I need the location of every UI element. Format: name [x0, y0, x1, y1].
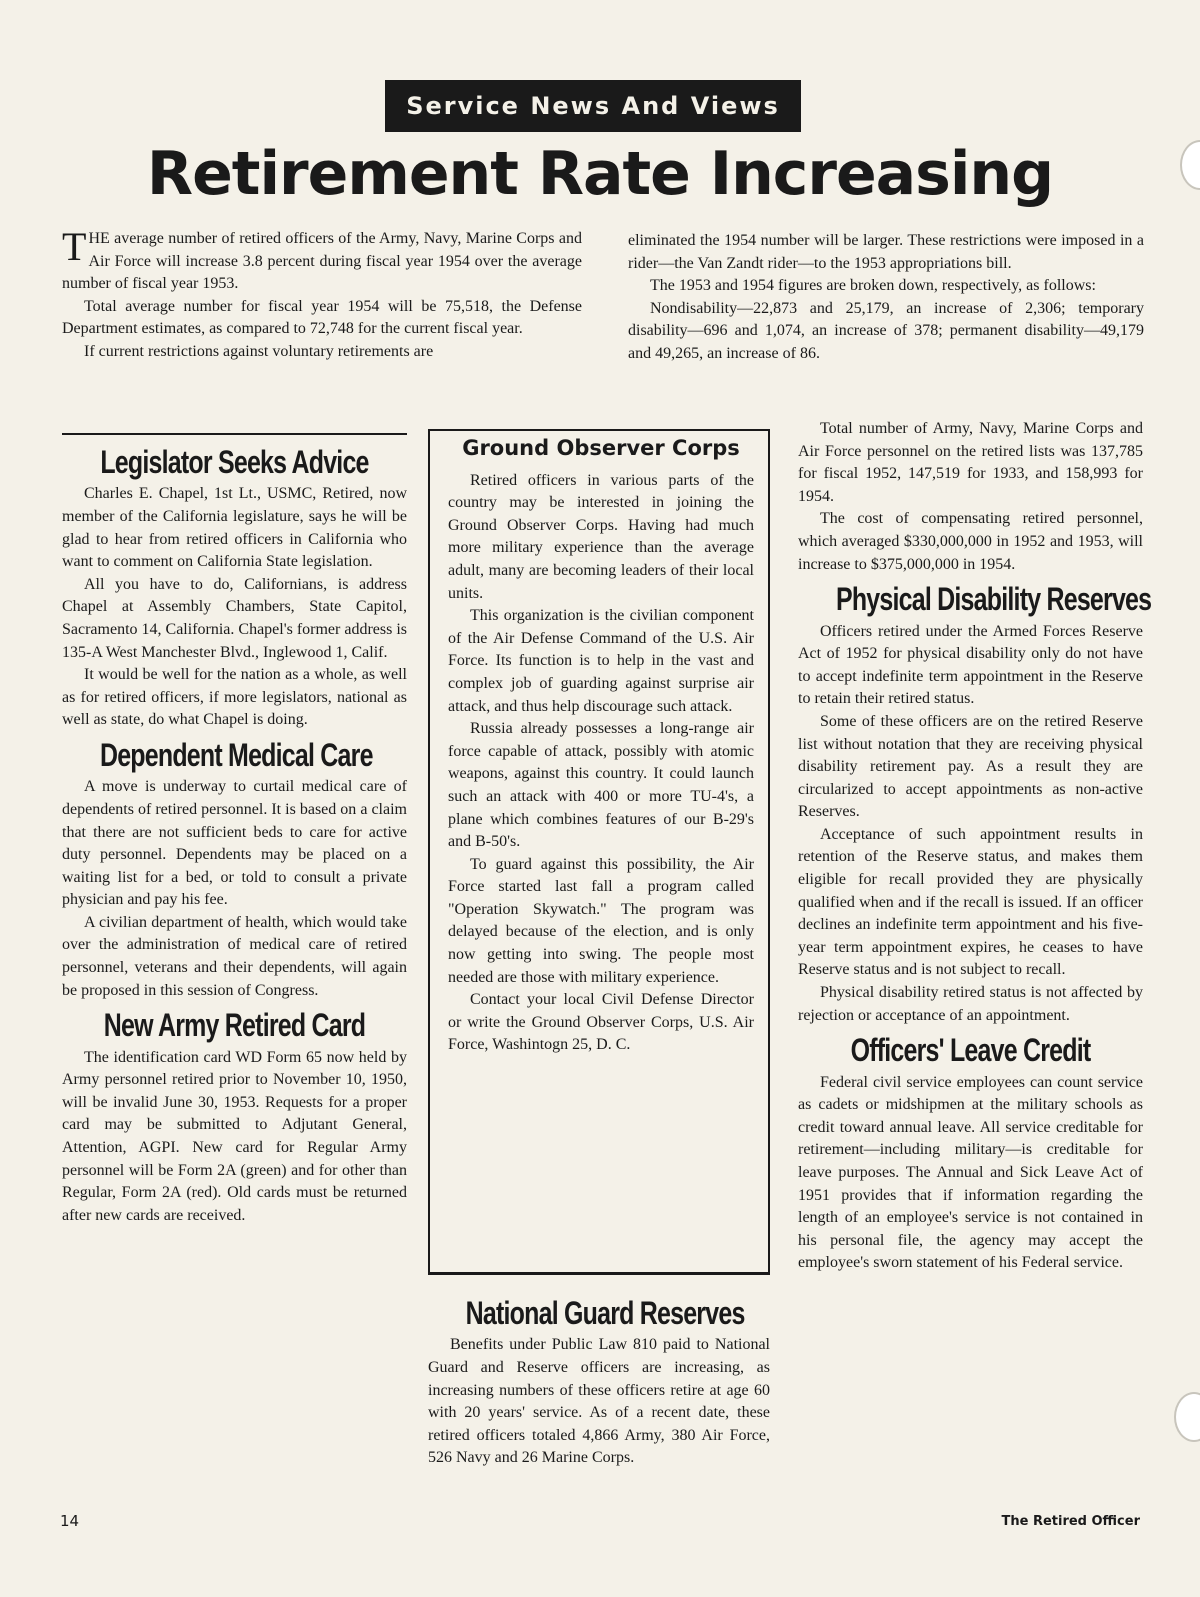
lead-column-right	[628, 230, 1144, 366]
medical-paragraph: A civilian department of health, which would take over the administration of medical care of retired personnel, veterans and their dependents, will again be proposed in this session of Congress.	[62, 913, 407, 999]
right-column	[798, 418, 1152, 1275]
section-divider	[62, 433, 407, 435]
disability-paragraph: Some of these officers are on the retired Reserve list without notation that they are receiving physical disability retirement pay. As a result they are circularized to accept appointments as non-active Reserves.	[798, 712, 1143, 821]
disability-heading: Physical Disability Reserves	[835, 581, 1152, 618]
lead-paragraph: eliminated the 1954 number will be larger. These restrictions were imposed in a rider—the Van Zandt rider—to the 1953 appropriations bill.	[628, 232, 1144, 272]
lead-paragraph: Total average number for fiscal year 1954 will be 75,518, the Defense Department estimates, as compared to 72,748 for the current fiscal year.	[62, 297, 582, 338]
observer-paragraph: This organization is the civilian component of the Air Defense Command of the U.S. Air Force. Its function is to help in the vast and complex job of guarding against surprise air attack, and thus help discourage such attack.	[448, 607, 754, 715]
legislator-paragraph: Charles E. Chapel, 1st Lt., USMC, Retired, now member of the California legislature, says he will be glad to hear from retired officers in California who want to comment on California State legislation.	[62, 485, 407, 571]
lead-paragraph: THE average number of retired officers of the Army, Navy, Marine Corps and Air Force will increase 3.8 percent during fiscal year 1954 over the average number of fiscal year 1953.	[62, 224, 582, 293]
leave-paragraph: Federal civil service employees can count service as cadets or midshipmen at the military schools as credit toward annual leave. All service creditable for retirement—including military—is creditable for leave purposes. The Annual and Sick Leave Act of 1951 provides that if information regarding the length of an employee's service is not contained in his personal file, the agency may accept the employee's sworn statement of his Federal service.	[798, 1073, 1143, 1272]
lead-paragraph: The 1953 and 1954 figures are broken down, respectively, as follows:	[650, 277, 1096, 295]
card-paragraph: The identification card WD Form 65 now held by Army personnel retired prior to November 10, 1950, will be invalid June 30, 1953. Requests for a proper card may be submitted to Adjutant General, Attention, AGPI. New card for Regular Army personnel will be Form 2A (green) and for other than Regular, Form 2A (red). Old cards must be returned after new cards are received.	[62, 1048, 407, 1224]
punch-hole-bottom	[1174, 1392, 1200, 1442]
medical-paragraph: A move is underway to curtail medical care of dependents of retired personnel. It is based on a claim that there are not sufficient beds to care for active duty personnel. Dependents may be placed on a waiting list for a bed, or told to consult a private physician and pay his fee.	[62, 778, 407, 909]
observer-paragraph: To guard against this possibility, the Air Force started last fall a program called "Operation Skywatch." The program was delayed because of the election, and is only now getting into swing. The people most needed are those with military experience.	[448, 855, 754, 986]
lead-paragraph: The cost of compensating retired personnel, which averaged $330,000,000 in 1952 and 1953, will increase to $375,000,000 in 1954.	[798, 510, 1143, 573]
ground-observer-box	[428, 429, 770, 1275]
medical-heading: Dependent Medical Care	[99, 736, 373, 773]
article-title: Retirement Rate Increasing	[146, 139, 1054, 209]
section-banner: Service News And Views	[385, 80, 801, 132]
guard-heading: National Guard Reserves	[465, 1295, 745, 1331]
disability-paragraph: Physical disability retired status is not affected by rejection or acceptance of an appointment.	[798, 984, 1143, 1024]
observer-heading: Ground Observer Corps	[462, 436, 740, 460]
lead-paragraph: Nondisability—22,873 and 25,179, an increase of 2,306; temporary disability—696 and 1,074, an increase of 378; permanent disability—49,179 and 49,265, an increase of 86.	[628, 299, 1144, 362]
page-number: 14	[60, 1512, 80, 1530]
lead-paragraph: If current restrictions against voluntary retirements are	[84, 342, 434, 360]
observer-paragraph: Contact your local Civil Defense Director or write the Ground Observer Corps, U.S. Air Force, Washintogn 25, D. C.	[448, 991, 754, 1054]
legislator-paragraph: All you have to do, Californians, is address Chapel at Assembly Chambers, State Capitol, Sacramento 14, California. Chapel's former address is 135-A West Manchester Blvd., Inglewood 1, Calif.	[62, 575, 408, 661]
disability-paragraph: Officers retired under the Armed Forces Reserve Act of 1952 for physical disability only do not have to accept indefinite term appointment in the Reserve to retain their retired status.	[798, 622, 1143, 708]
legislator-heading: Legislator Seeks Advice	[100, 444, 369, 480]
legislator-paragraph: It would be well for the nation as a whole, as well as for retired officers, if more legislators, national as well as state, do what Chapel is doing.	[62, 666, 407, 729]
leave-heading: Officers' Leave Credit	[850, 1032, 1091, 1069]
guard-section	[428, 1290, 770, 1470]
disability-paragraph: Acceptance of such appointment results in retention of the Reserve status, and makes them eligible for recall provided they are physically qualified when and if the recall is issued. If an officer declines an indefinite term appointment and his five-year term appointment expires, he ceases to have Reserve status and is not subject to recall.	[798, 825, 1143, 979]
lead-column-left	[62, 224, 582, 364]
lead-paragraph: Total number of Army, Navy, Marine Corps and Air Force personnel on the retired lists was 137,785 for fiscal 1952, 147,519 for 1933, and 158,993 for 1954.	[798, 420, 1143, 505]
publication-name: The Retired Officer	[1001, 1514, 1140, 1529]
observer-paragraph: Retired officers in various parts of the country may be interested in joining the Ground Observer Corps. Having had much more military experience than the average adult, many are becoming leaders of their local units.	[448, 471, 754, 602]
card-heading: New Army Retired Card	[103, 1007, 366, 1044]
observer-paragraph: Russia already possesses a long-range air force capable of attack, possibly with atomic weapons, against this country. It could launch such an attack with 400 or more TU-4's, a plane which combines features of our B-29's and B-50's.	[448, 720, 754, 851]
drop-cap: T	[62, 224, 87, 269]
guard-paragraph: Benefits under Public Law 810 paid to National Guard and Reserve officers are increasing, as increasing numbers of these officers retire at age 60 with 20 years' service. As of a recent date, these retired officers totaled 4,866 Army, 380 Air Force, 526 Navy and 26 Marine Corps.	[428, 1336, 770, 1467]
punch-hole-top	[1180, 140, 1200, 190]
left-column	[62, 433, 407, 1227]
